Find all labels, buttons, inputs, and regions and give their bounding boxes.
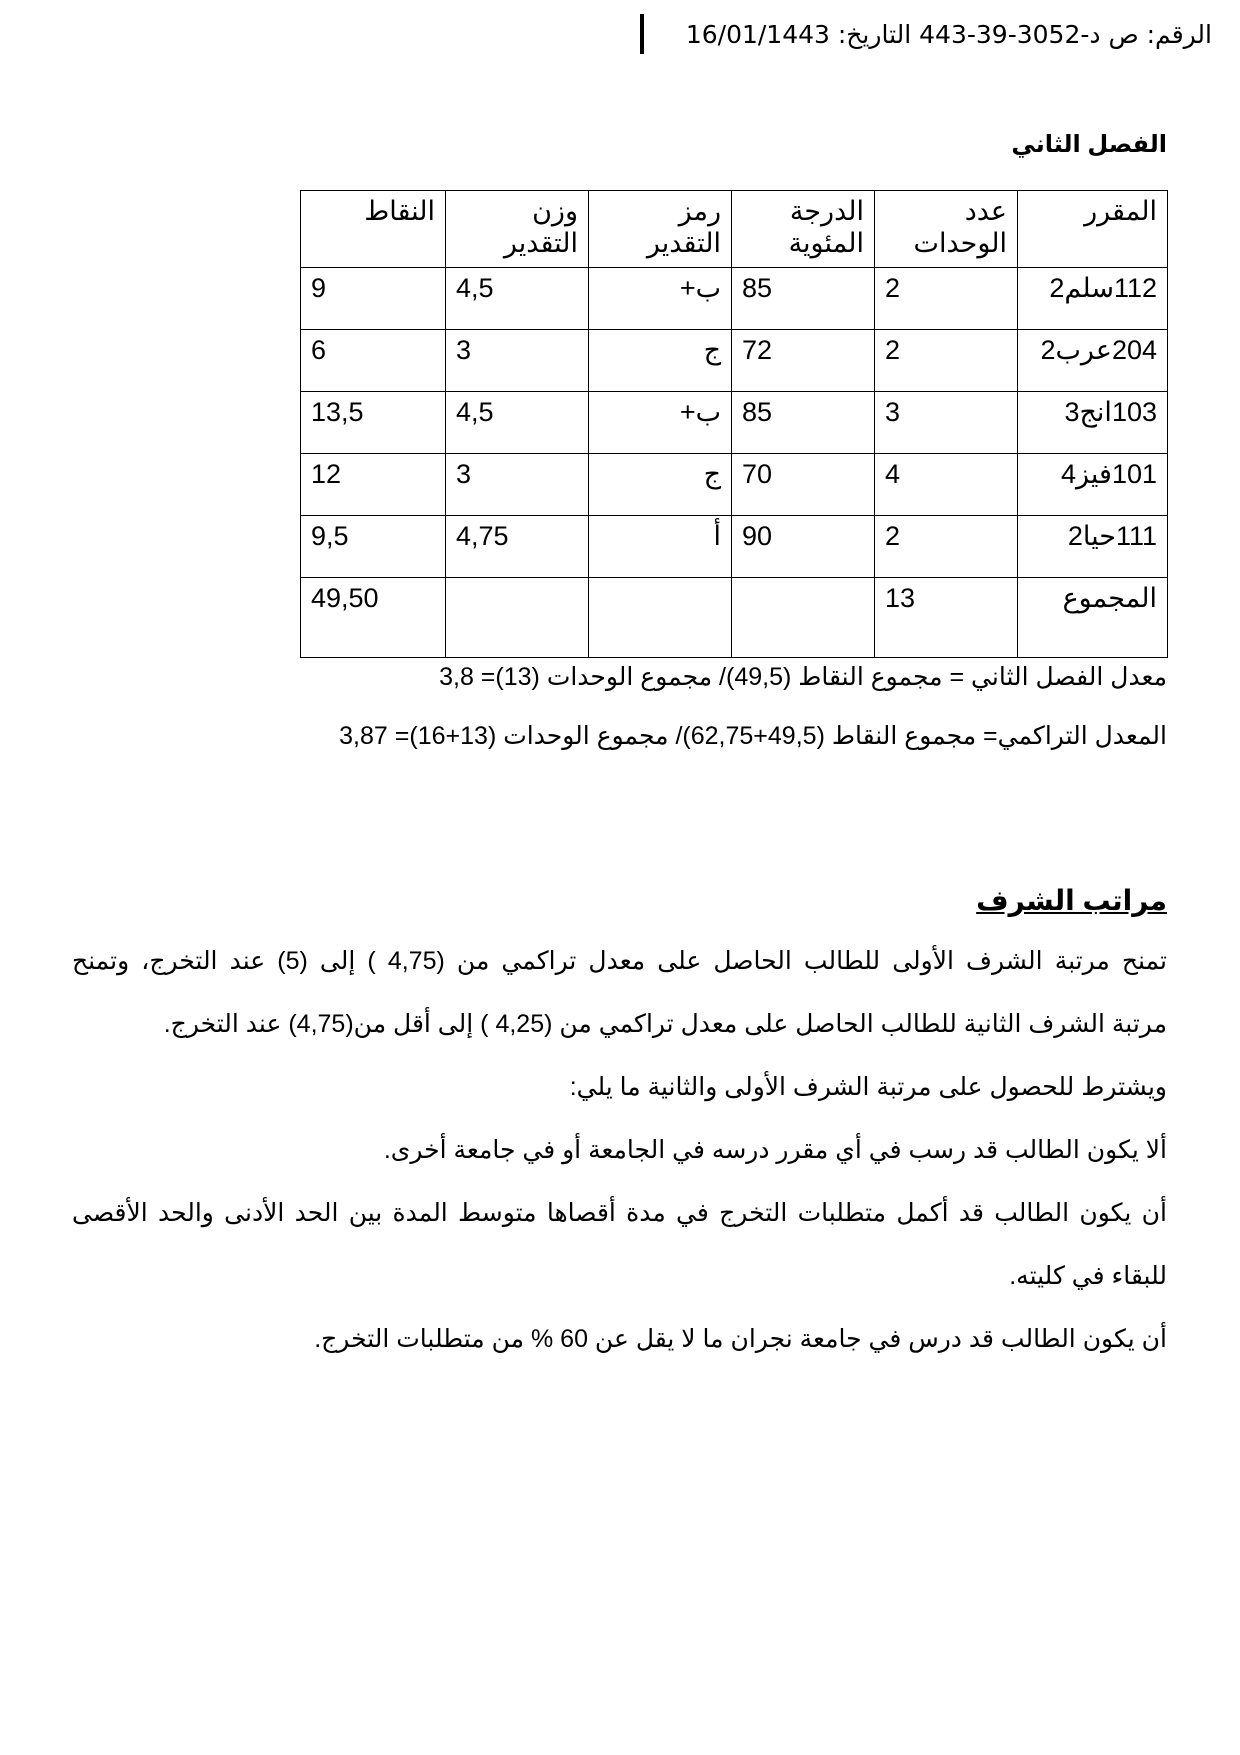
cell-course: 112سلم2 [1018, 268, 1168, 330]
cell-units: 2 [875, 516, 1018, 578]
cell-symbol: ب+ [589, 392, 732, 454]
cell-percent: 72 [732, 330, 875, 392]
table-total-row [301, 578, 1168, 658]
honors-section-title: مراتب الشرف [976, 885, 1167, 916]
cell-units: 2 [875, 330, 1018, 392]
cell-units: 4 [875, 454, 1018, 516]
document-header [640, 14, 1212, 54]
table-row [301, 392, 1168, 454]
honors-line: تمنح مرتبة الشرف الأولى للطالب الحاصل على معدل تراكمي من (4,75 ) إلى (5) عند التخرج، وتمنح [72, 947, 1167, 975]
table-row [301, 454, 1168, 516]
total-units: 13 [875, 578, 1018, 658]
cell-weight: 3 [446, 330, 589, 392]
honors-line: أن يكون الطالب قد درس في جامعة نجران ما لا يقل عن 60 % من متطلبات التخرج. [314, 1325, 1167, 1353]
header-grade-weight: وزن التقدير [446, 191, 589, 268]
cell-points: 9 [301, 268, 446, 330]
honors-line: أن يكون الطالب قد أكمل متطلبات التخرج في مدة أقصاها متوسط المدة بين الحد الأدنى والحد الأقصى [72, 1199, 1167, 1227]
header-units: عدد الوحدات [875, 191, 1018, 268]
grades-table [300, 190, 1168, 658]
empty-cell [446, 578, 589, 658]
cell-percent: 85 [732, 392, 875, 454]
honors-text [72, 930, 1167, 1371]
honors-line: للبقاء في كليته. [1009, 1262, 1167, 1290]
empty-cell [732, 578, 875, 658]
cell-symbol: ج [589, 454, 732, 516]
cell-weight: 4,75 [446, 516, 589, 578]
cell-points: 6 [301, 330, 446, 392]
cell-units: 2 [875, 268, 1018, 330]
reference-and-date: الرقم: ص د-3052-39-443 التاريخ: 16/01/1443 [685, 19, 1212, 49]
total-label: المجموع [1018, 578, 1168, 658]
header-separator-bar [640, 14, 644, 54]
header-percent: الدرجة المئوية [732, 191, 875, 268]
cell-symbol: ج [589, 330, 732, 392]
cell-course: 204عرب2 [1018, 330, 1168, 392]
honors-line: مرتبة الشرف الثانية للطالب الحاصل على معدل تراكمي من (4,25 ) إلى أقل من(4,75) عند التخرج. [163, 1010, 1167, 1038]
empty-cell [589, 578, 732, 658]
total-points: 49,50 [301, 578, 446, 658]
cell-points: 12 [301, 454, 446, 516]
header-points: النقاط [301, 191, 446, 268]
cell-weight: 4,5 [446, 392, 589, 454]
cell-course: 101فيز4 [1018, 454, 1168, 516]
cell-percent: 85 [732, 268, 875, 330]
table-header-row [301, 191, 1168, 268]
cell-points: 13,5 [301, 392, 446, 454]
cell-symbol: أ [589, 516, 732, 578]
cumulative-gpa-formula: المعدل التراكمي= مجموع النقاط (49,5+62,75)/ مجموع الوحدات (13+16)= 3,87 [339, 722, 1167, 750]
header-grade-symbol: رمز التقدير [589, 191, 732, 268]
cell-weight: 3 [446, 454, 589, 516]
cell-points: 9,5 [301, 516, 446, 578]
honors-line: ألا يكون الطالب قد رسب في أي مقرر درسه في الجامعة أو في جامعة أخرى. [383, 1136, 1167, 1164]
table-row [301, 268, 1168, 330]
cell-course: 111حيا2 [1018, 516, 1168, 578]
cell-symbol: ب+ [589, 268, 732, 330]
cell-units: 3 [875, 392, 1018, 454]
cell-percent: 90 [732, 516, 875, 578]
semester-gpa-formula: معدل الفصل الثاني = مجموع النقاط (49,5)/ مجموع الوحدات (13)= 3,8 [439, 663, 1167, 691]
semester-title: الفصل الثاني [1011, 131, 1167, 158]
cell-weight: 4,5 [446, 268, 589, 330]
header-course: المقرر [1018, 191, 1168, 268]
table-row [301, 330, 1168, 392]
cell-course: 103انج3 [1018, 392, 1168, 454]
cell-percent: 70 [732, 454, 875, 516]
honors-line: ويشترط للحصول على مرتبة الشرف الأولى والثانية ما يلي: [569, 1073, 1167, 1101]
table-row [301, 516, 1168, 578]
